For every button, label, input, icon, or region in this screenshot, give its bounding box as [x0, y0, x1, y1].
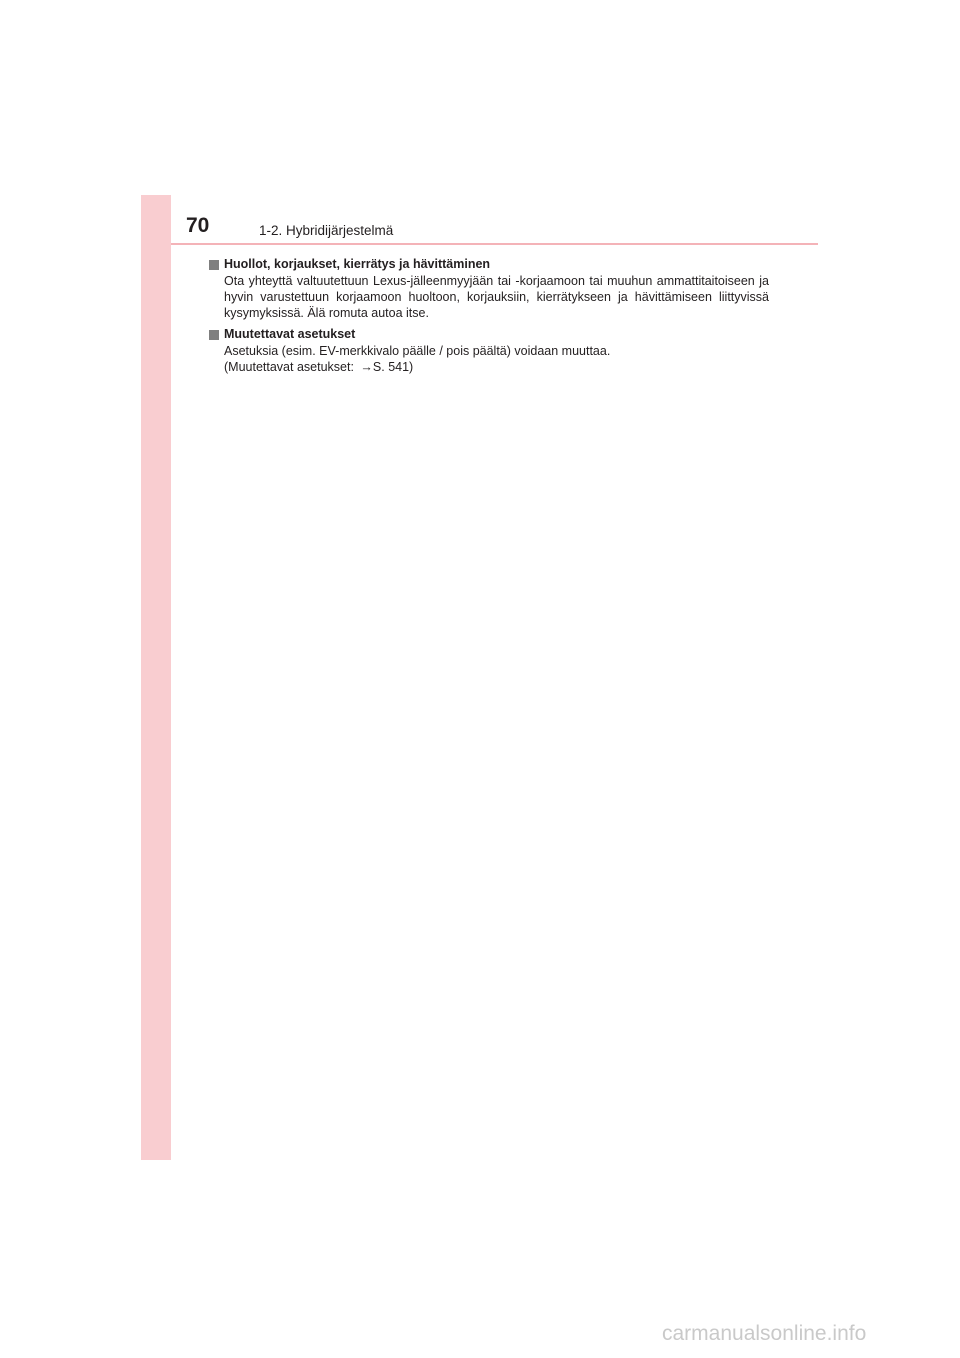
- page-number: 70: [186, 214, 210, 237]
- section-title: 1-2. Hybridijärjestelmä: [259, 223, 394, 238]
- square-bullet-icon: [209, 260, 219, 270]
- section-heading: [209, 326, 769, 343]
- watermark: carmanualsonline.info: [662, 1322, 867, 1345]
- reference-target: S. 541): [372, 360, 414, 374]
- section-body: [224, 273, 769, 321]
- reference-prefix: (Muutettavat asetukset:: [224, 360, 358, 374]
- square-bullet-icon: [209, 330, 219, 340]
- section-heading-text: Muutettavat asetukset: [224, 327, 356, 341]
- page-reference: [224, 359, 769, 375]
- body-paragraph: Ota yhteyttä valtuutettuun Lexus-jälleenmyyjään tai -korjaamoon tai muuhun ammattitaitoiseen ja hyvin varustettuun korjaamoon huoltoon, korjauksiin, kierrätykseen ja hävittämiseen liittyvissä kysymyksissä. Älä romuta autoa itse.: [224, 274, 769, 320]
- section-heading: [209, 256, 769, 273]
- side-color-band: [141, 195, 171, 1160]
- arrow-right-icon: →: [360, 360, 373, 374]
- page-content: [209, 256, 769, 380]
- section-customizable-settings: [209, 326, 769, 375]
- section-body: [224, 343, 769, 375]
- section-heading-text: Huollot, korjaukset, kierrätys ja hävittäminen: [224, 257, 491, 271]
- header-divider: [171, 243, 818, 245]
- body-paragraph: Asetuksia (esim. EV-merkkivalo päälle / pois päältä) voidaan muuttaa.: [224, 344, 611, 358]
- section-maintenance: [209, 256, 769, 321]
